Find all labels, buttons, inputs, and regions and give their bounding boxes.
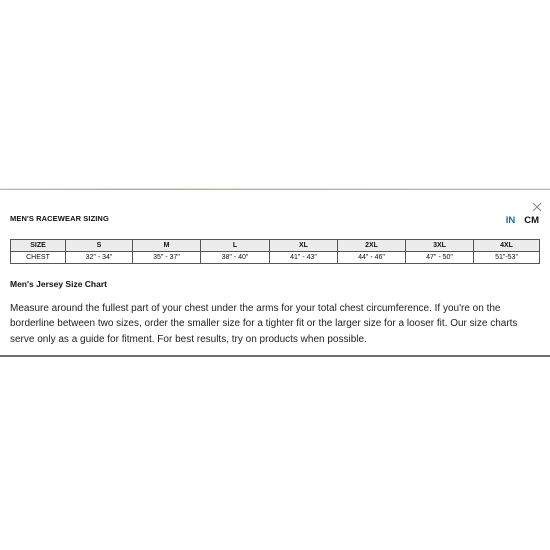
unit-toggle bbox=[506, 215, 539, 226]
size-table bbox=[10, 239, 540, 264]
modal-title: MEN'S RACEWEAR SIZING bbox=[10, 214, 109, 223]
table-header-cell: SIZE bbox=[11, 240, 66, 252]
table-cell: 44" - 46" bbox=[338, 252, 406, 264]
table-row bbox=[11, 252, 540, 264]
table-cell: 51"-53" bbox=[474, 252, 540, 264]
table-header-cell: 4XL bbox=[474, 240, 540, 252]
table-cell: CHEST bbox=[11, 252, 66, 264]
table-header-row bbox=[11, 240, 540, 252]
table-header-cell: M bbox=[133, 240, 201, 252]
table-header-cell: XL bbox=[270, 240, 338, 252]
table-header-cell: 2XL bbox=[338, 240, 406, 252]
table-cell: 32" - 34" bbox=[66, 252, 133, 264]
table-cell: 41" - 43" bbox=[270, 252, 338, 264]
unit-cm-button[interactable]: CM bbox=[524, 215, 539, 226]
table-header-cell: S bbox=[66, 240, 133, 252]
size-chart-description: Measure around the fullest part of your chest under the arms for your total chest circumference. If you're on the borderline between two sizes, order the smaller size for a tighter fit or the larger size for a looser fit. Our size charts serve only as a guide for fitment. For best results, try on products when possible. bbox=[10, 303, 518, 345]
table-cell: 47" - 50" bbox=[406, 252, 474, 264]
size-chart-subtitle: Men's Jersey Size Chart bbox=[10, 279, 107, 289]
table-cell: 35" - 37" bbox=[133, 252, 201, 264]
table-header-cell: 3XL bbox=[406, 240, 474, 252]
table-header-cell: L bbox=[201, 240, 270, 252]
size-chart-modal bbox=[0, 189, 550, 357]
table-cell: 38" - 40" bbox=[201, 252, 270, 264]
unit-in-button[interactable]: IN bbox=[505, 215, 516, 226]
modal-top-strip bbox=[0, 188, 550, 190]
close-icon[interactable] bbox=[531, 201, 543, 213]
